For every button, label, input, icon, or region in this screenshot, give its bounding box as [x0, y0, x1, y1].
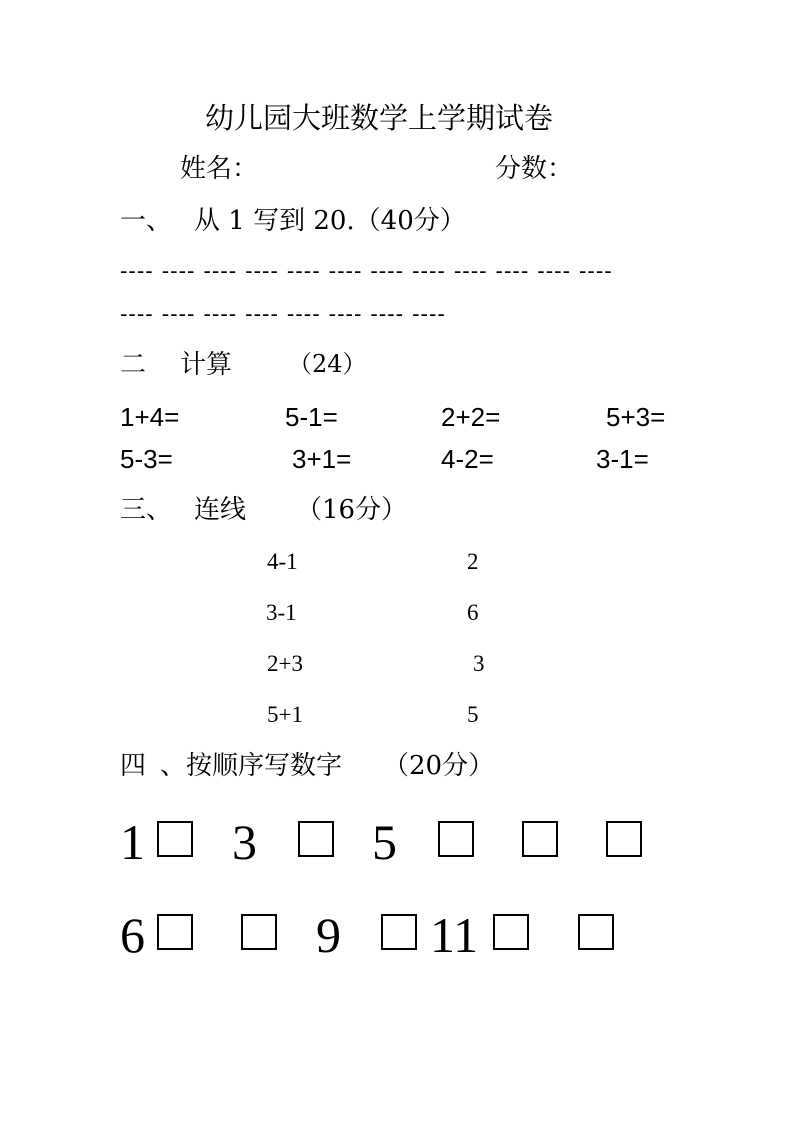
section2-title: 计算	[180, 350, 233, 380]
calc-item: 3+1=	[292, 444, 352, 474]
section2-label: 二	[120, 350, 147, 380]
section3-points: （16分）	[296, 495, 408, 525]
section4-title: 、按顺序写数字	[160, 751, 343, 781]
score-label: 分数：	[495, 154, 574, 184]
match-right-item: 6	[467, 600, 479, 625]
section1-dash-line-1: ---- ---- ---- ---- ---- ---- ---- ---- ---- ---- ---- ----	[120, 259, 613, 284]
calc-item: 4-2=	[441, 444, 494, 474]
match-left-item: 4-1	[267, 549, 298, 574]
sequence-number: 3	[232, 814, 257, 870]
answer-box[interactable]	[157, 821, 193, 857]
answer-box[interactable]	[241, 914, 277, 950]
calc-item: 2+2=	[441, 402, 501, 432]
calc-item: 1+4=	[120, 402, 180, 432]
section3-label: 三、	[120, 495, 173, 525]
name-label: 姓名：	[180, 154, 259, 184]
page-title: 幼儿园大班数学上学期试卷	[205, 101, 554, 135]
match-right-item: 3	[473, 651, 485, 676]
sequence-number: 5	[372, 814, 397, 870]
match-left-item: 3-1	[266, 600, 297, 625]
sequence-number: 11	[430, 907, 479, 963]
section2-points: （24）	[288, 350, 367, 378]
section1-label: 一、	[120, 206, 173, 236]
answer-box[interactable]	[438, 821, 474, 857]
match-right-item: 5	[467, 702, 479, 727]
answer-box[interactable]	[298, 821, 334, 857]
section3-title: 连线	[194, 495, 247, 525]
section1-dash-line-2: ---- ---- ---- ---- ---- ---- ---- ----	[120, 302, 446, 327]
section4-label: 四	[120, 751, 147, 781]
answer-box[interactable]	[522, 821, 558, 857]
section4-points: （20分）	[383, 751, 495, 781]
answer-box[interactable]	[578, 914, 614, 950]
sequence-number: 1	[120, 814, 145, 870]
answer-box[interactable]	[606, 821, 642, 857]
match-left-item: 2+3	[267, 651, 303, 676]
answer-box[interactable]	[157, 914, 193, 950]
answer-box[interactable]	[493, 914, 529, 950]
calc-item: 5-3=	[120, 444, 173, 474]
calc-item: 5-1=	[285, 402, 338, 432]
calc-item: 3-1=	[596, 444, 649, 474]
match-left-item: 5+1	[267, 702, 303, 727]
answer-box[interactable]	[381, 914, 417, 950]
match-right-item: 2	[467, 549, 479, 574]
section1-text: 从 1 写到 20.（40分）	[194, 206, 466, 236]
calc-item: 5+3=	[606, 402, 666, 432]
sequence-number: 6	[120, 907, 145, 963]
sequence-number: 9	[316, 907, 341, 963]
